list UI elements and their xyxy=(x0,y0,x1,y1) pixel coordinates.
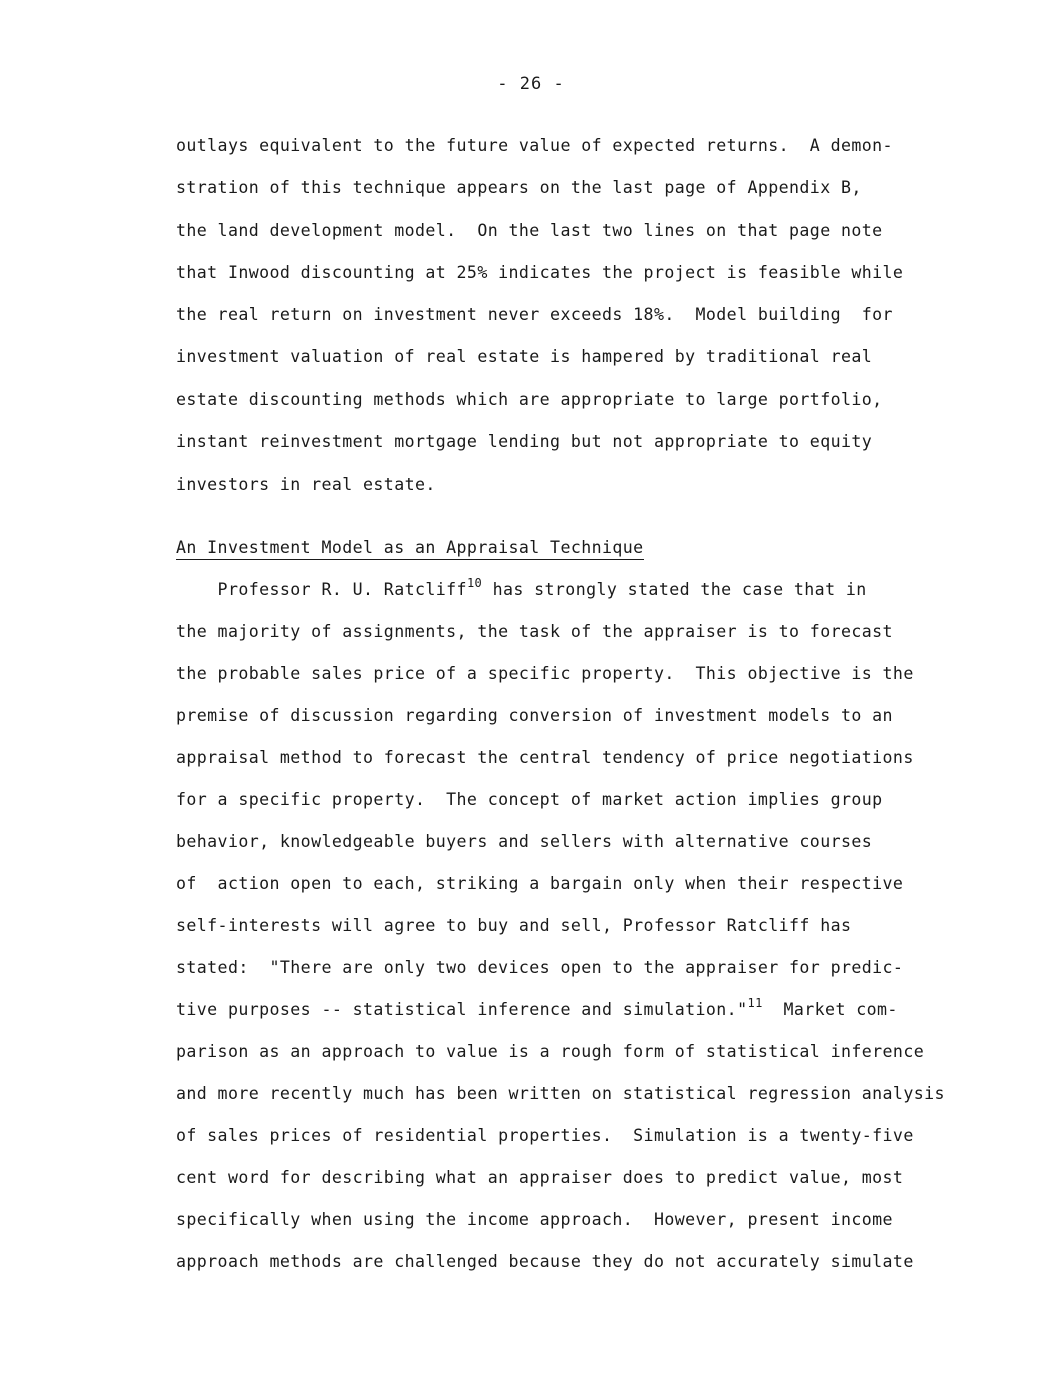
body-text-line: the majority of assignments, the task of the appraiser is to forecast xyxy=(176,622,893,641)
body-text-line: and more recently much has been written on statistical regression analysis xyxy=(176,1084,945,1103)
body-text-line: the probable sales price of a specific property. This objective is the xyxy=(176,664,914,683)
body-text-line: that Inwood discounting at 25% indicates the project is feasible while xyxy=(176,263,904,282)
body-text-line: stration of this technique appears on the last page of Appendix B, xyxy=(176,178,862,197)
body-text-line: premise of discussion regarding conversion of investment models to an xyxy=(176,706,893,725)
body-text-line: behavior, knowledgeable buyers and sellers with alternative courses xyxy=(176,832,873,851)
body-text-line xyxy=(176,576,867,600)
page-number: - 26 - xyxy=(497,74,565,94)
body-text-segment: tive purposes -- statistical inference and simulation." xyxy=(176,1000,748,1019)
body-text-line: approach methods are challenged because they do not accurately simulate xyxy=(176,1252,914,1271)
body-text-line: for a specific property. The concept of market action implies group xyxy=(176,790,883,809)
body-text-segment: Professor R. U. Ratcliff xyxy=(176,580,467,599)
body-text-line: self-interests will agree to buy and sell, Professor Ratcliff has xyxy=(176,916,852,935)
body-text-line: estate discounting methods which are appropriate to large portfolio, xyxy=(176,390,883,409)
section-heading: An Investment Model as an Appraisal Technique xyxy=(176,538,644,560)
body-text-line: stated: "There are only two devices open to the appraiser for predic- xyxy=(176,958,904,977)
body-text-segment: Market com- xyxy=(762,1000,898,1019)
body-text-line: investment valuation of real estate is hampered by traditional real xyxy=(176,347,873,366)
body-text-line: the land development model. On the last two lines on that page note xyxy=(176,221,883,240)
body-text-line: parison as an approach to value is a rough form of statistical inference xyxy=(176,1042,925,1061)
body-text-line: appraisal method to forecast the central tendency of price negotiations xyxy=(176,748,914,767)
body-text-segment: has strongly stated the case that in xyxy=(482,580,867,599)
body-text-line: of action open to each, striking a bargain only when their respective xyxy=(176,874,904,893)
body-text-line: of sales prices of residential properties. Simulation is a twenty-five xyxy=(176,1126,914,1145)
body-text-line: specifically when using the income approach. However, present income xyxy=(176,1210,893,1229)
body-text-line: instant reinvestment mortgage lending but not appropriate to equity xyxy=(176,432,873,451)
body-text-line: outlays equivalent to the future value of expected returns. A demon- xyxy=(176,136,893,155)
footnote-ref-10: 10 xyxy=(466,576,483,590)
body-text-line xyxy=(176,996,898,1020)
body-text-line: cent word for describing what an appraiser does to predict value, most xyxy=(176,1168,904,1187)
body-text-line: investors in real estate. xyxy=(176,475,436,494)
footnote-ref-11: 11 xyxy=(747,996,763,1010)
body-text-line: the real return on investment never exceeds 18%. Model building for xyxy=(176,305,893,324)
